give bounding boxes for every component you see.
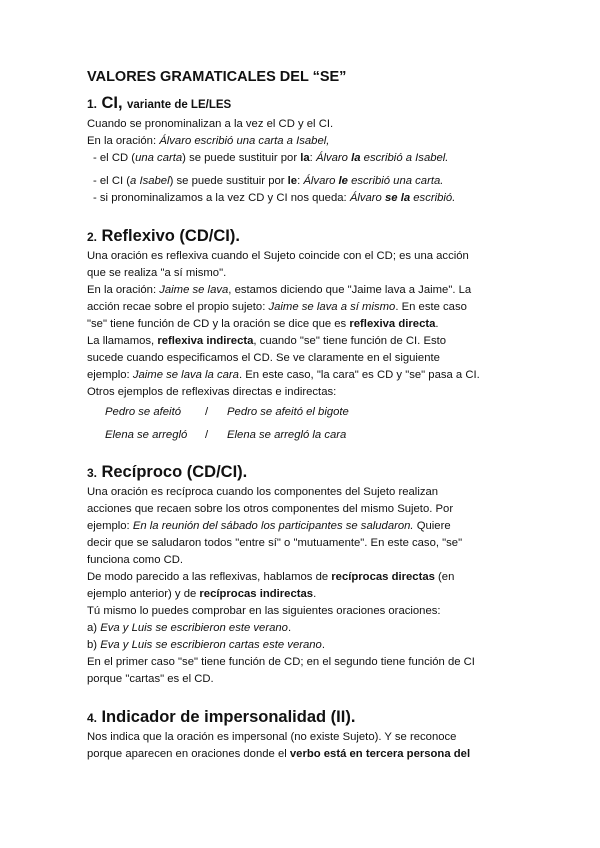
paragraph-line: La llamamos, reflexiva indirecta, cuando "se" tiene función de CI. Esto [87,335,447,347]
section-1-heading [87,92,520,116]
section-number: 4. [87,711,98,725]
paragraph-line: sucede cuando especificamos el CD. Se ve claramente en el siguiente [87,352,440,364]
list-item: - el CI (a Isabel) se puede sustituir por le: Álvaro le escribió una carta. [93,175,444,187]
section-number: 3. [87,466,98,480]
section-title: Indicador de impersonalidad (II). [101,708,356,726]
section-3-heading [87,461,520,484]
paragraph-line: acción recae sobre el propio sujeto: Jaime se lava a sí mismo. En este caso [87,301,467,313]
paragraph-line: En el primer caso "se" tiene función de CD; en el segundo tiene función de CI [87,656,475,668]
paragraph-line: ejemplo anterior) y de recíprocas indirectas. [87,588,317,600]
paragraph-line: En la oración: Álvaro escribió una carta a Isabel, [87,135,330,147]
paragraph-line: decir que se saludaron todos "entre sí" o "mutuamente". En este caso, "se" [87,537,463,549]
list-item: a) Eva y Luis se escribieron este verano. [87,622,292,634]
section-title: Reflexivo (CD/CI). [101,227,240,245]
section-number: 1. [87,97,98,111]
example-row: Pedro se afeitó / Pedro se afeitó el bigote [105,406,349,418]
list-item: - el CD (una carta) se puede sustituir por la: Álvaro la escribió a Isabel. [93,152,449,164]
section-4-heading [87,706,520,729]
paragraph-line: porque aparecen en oraciones donde el verbo está en tercera persona del [87,748,471,760]
list-item: - si pronominalizamos a la vez CD y CI nos queda: Álvaro se la escribió. [93,192,456,204]
paragraph-line: Otros ejemplos de reflexivas directas e indirectas: [87,386,337,398]
paragraph-line: Nos indica que la oración es impersonal (no existe Sujeto). Y se reconoce [87,731,457,743]
paragraph-line: porque "cartas" es el CD. [87,673,214,685]
list-item: b) Eva y Luis se escribieron cartas este verano. [87,639,325,651]
paragraph-line: Una oración es recíproca cuando los componentes del Sujeto realizan [87,486,439,498]
section-number: 2. [87,230,98,244]
paragraph-line: ejemplo: En la reunión del sábado los participantes se saludaron. Quiere [87,520,451,532]
paragraph-line: De modo parecido a las reflexivas, hablamos de recíprocas directas (en [87,571,455,583]
paragraph-line: que se realiza "a sí mismo". [87,267,227,279]
paragraph-line: funciona como CD. [87,554,184,566]
paragraph-line: acciones que recaen sobre los otros componentes del mismo Sujeto. Por [87,503,454,515]
paragraph-line: ejemplo: Jaime se lava la cara. En este caso, "la cara" es CD y "se" pasa a CI. [87,369,480,381]
document-title: VALORES GRAMATICALES DEL “SE” [87,69,347,85]
section-title: CI, [101,94,123,112]
example-row: Elena se arregló / Elena se arregló la cara [105,429,347,441]
section-subtitle: variante de LE/LES [127,99,232,111]
paragraph-line: Una oración es reflexiva cuando el Sujeto coincide con el CD; es una acción [87,250,469,262]
paragraph-line: Cuando se pronominalizan a la vez el CD y el CI. [87,118,334,130]
paragraph-line: En la oración: Jaime se lava, estamos diciendo que "Jaime lava a Jaime". La [87,284,472,296]
paragraph-line: Tú mismo lo puedes comprobar en las siguientes oraciones oraciones: [87,605,441,617]
section-title: Recíproco (CD/CI). [101,463,248,481]
section-2-heading [87,225,520,248]
paragraph-line: "se" tiene función de CD y la oración se dice que es reflexiva directa. [87,318,439,330]
